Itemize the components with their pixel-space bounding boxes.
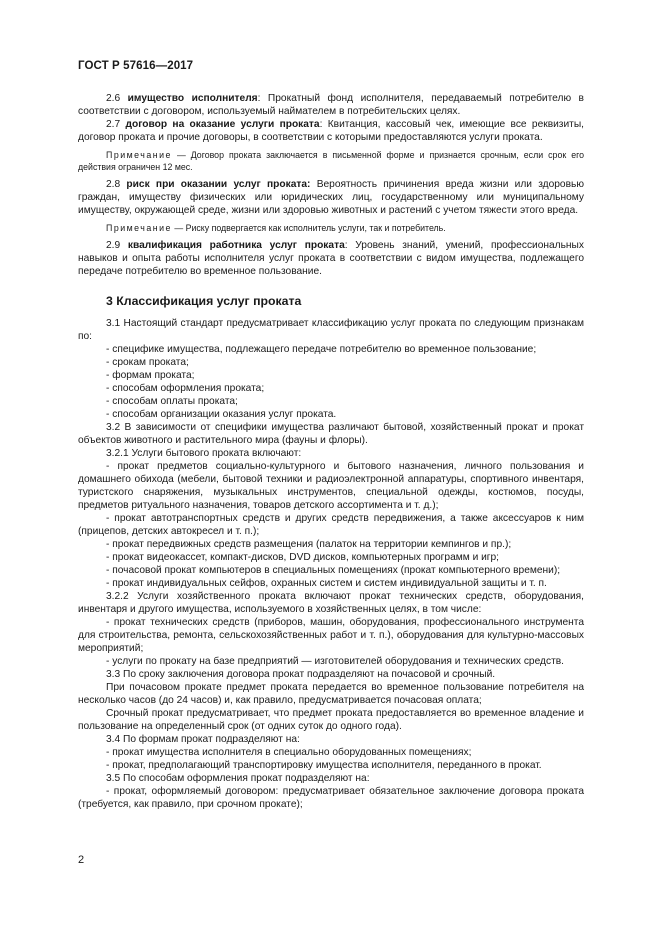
definition-term: риск при оказании услуг проката:: [126, 179, 311, 190]
paragraph: - прокат автотранспортных средств и других средств передвижения, а также аксессуаров к ним (прицепов, детских автокресел и т. п.);: [78, 513, 584, 537]
note-2-7: [78, 149, 584, 173]
definition-term: имущество исполнителя: [127, 93, 258, 104]
paragraph: - прокат имущества исполнителя в специально оборудованных помещениях;: [106, 747, 472, 758]
note-text: — Договор проката заключается в письменной форме и признается срочным, если срок его действия ограничен 12 мес.: [78, 150, 584, 172]
definition-number: 2.6: [106, 93, 121, 104]
paragraph: - прокат видеокассет, компакт-дисков, DVD дисков, компьютерных программ и игр;: [106, 552, 499, 563]
definition-term: квалификация работника услуг проката: [127, 240, 345, 251]
paragraph: Срочный прокат предусматривает, что предмет проката предоставляется во временное владение и пользование на определенный срок (от одних суток до одного года).: [78, 708, 584, 732]
paragraph: - прокат передвижных средств размещения (палаток на территории кемпингов и пр.);: [106, 539, 512, 550]
paragraph: При почасовом прокате предмет проката передается во временное пользование потребителя на несколько часов (до 24 часов) и, как правило, предусматривается почасовая оплата;: [78, 682, 584, 706]
paragraph: - прокат технических средств (приборов, машин, оборудования, профессионального инструмента для строительства, ремонта, сельскохозяйственных работ и т. п.), оборудования для культурно-массовых мероприятий;: [78, 617, 584, 654]
paragraph: - прокат предметов социально-культурного и бытового назначения, личного пользования и домашнего обихода (мебели, бытовой техники и радиоэлектронной аппаратуры, спортивного инвентаря, туристского снаряжения, музыкальных инструментов, специальной одежды, костюмов, посуды, предметов ритуального назначения, товаров детского ассортимента и т. д.);: [78, 461, 584, 511]
definition-2-7: 2.7 договор на оказание услуги проката: Квитанция, кассовый чек, имеющие все реквизиты, договор проката и прочие договоры, в соответствии с которыми предоставляются услуги проката.: [78, 119, 584, 143]
document-header: ГОСТ Р 57616—2017: [78, 60, 194, 72]
definition-text: Квитанция, кассовый чек, имеющие все реквизиты, договор проката и прочие договоры, в соответствии с которыми предоставляются услуги проката.: [78, 119, 584, 143]
paragraph: - услуги по прокату на базе предприятий — изготовителей оборудования и технических средств.: [106, 656, 564, 667]
paragraph: - прокат, предполагающий транспортировку имущества исполнителя, переданного в прокат.: [106, 760, 542, 771]
definition-2-8: [78, 178, 584, 217]
paragraph: 3.5 По способам оформления прокат подразделяют на:: [106, 773, 370, 784]
definition-2-6: 2.6 имущество исполнителя: Прокатный фонд исполнителя, передаваемый потребителю в соответствии с договором, используемый наймателем в потребительских целях.: [78, 93, 584, 117]
definition-text: Вероятность причинения вреда жизни или здоровью граждан, имуществу физических или юридических лиц, государственному или муниципальному имуществу, окружающей среде, жизни или здоровью животных и растений с учетом тяжести этого вреда.: [78, 179, 584, 216]
paragraph: - формам проката;: [106, 370, 195, 381]
paragraph: - почасовой прокат компьютеров в специальных помещениях (прокат компьютерного времени);: [106, 565, 561, 576]
note-2-8: [78, 222, 584, 234]
document-body: [78, 92, 584, 811]
section-heading: 3 Классификация услуг проката: [106, 294, 302, 308]
section-paragraphs: [78, 317, 584, 811]
note-text: — Риску подвергается как исполнитель услуги, так и потребитель.: [171, 223, 446, 233]
paragraph: - способам организации оказания услуг проката.: [106, 409, 337, 420]
definition-number: 2.8: [106, 179, 121, 190]
paragraph: 3.1 Настоящий стандарт предусматривает классификацию услуг проката по следующим признакам по:: [78, 318, 584, 342]
paragraph: - специфике имущества, подлежащего передаче потребителю во временное пользование;: [106, 344, 537, 355]
paragraph: 3.3 По сроку заключения договора прокат подразделяют на почасовой и срочный.: [106, 669, 496, 680]
page-number: 2: [78, 854, 85, 866]
paragraph: 3.2.1 Услуги бытового проката включают:: [106, 448, 302, 459]
paragraph: - прокат, оформляемый договором: предусматривает обязательное заключение договора проката (требуется, как правило, при срочном прокате);: [78, 786, 584, 810]
note-label: Примечание: [106, 223, 172, 233]
note-label: Примечание: [106, 150, 172, 160]
paragraph: - прокат индивидуальных сейфов, охранных систем и систем индивидуальной защиты и т. п.: [106, 578, 547, 589]
paragraph: 3.4 По формам прокат подразделяют на:: [106, 734, 300, 745]
paragraph: - срокам проката;: [106, 357, 189, 368]
definition-number: 2.9: [106, 240, 121, 251]
paragraph: 3.2 В зависимости от специфики имущества различают бытовой, хозяйственный прокат и прокат объектов животного и растительного мира (фауны и флоры).: [78, 422, 584, 446]
paragraph: 3.2.2 Услуги хозяйственного проката включают прокат технических средств, оборудования, инвентаря и другого имущества, используемого в хозяйственных целях, в том числе:: [78, 591, 584, 615]
definition-2-9: 2.9 квалификация работника услуг проката: Уровень знаний, умений, профессиональных навыков и опыта работы исполнителя услуг проката в соответствии с видом имущества, подлежащего передаче потребителю во временное пользование.: [78, 240, 584, 277]
paragraph: - способам оплаты проката;: [106, 396, 238, 407]
definition-text: Прокатный фонд исполнителя, передаваемый потребителю в соответствии с договором, используемый наймателем в потребительских целях.: [78, 93, 584, 117]
definition-term: договор на оказание услуги проката: [125, 119, 320, 130]
definition-number: 2.7: [106, 119, 121, 130]
definition-text: Уровень знаний, умений, профессиональных навыков и опыта работы исполнителя услуг проката в соответствии с видом имущества, подлежащего передаче потребителю во временное пользование.: [78, 240, 584, 277]
paragraph: - способам оформления проката;: [106, 383, 265, 394]
